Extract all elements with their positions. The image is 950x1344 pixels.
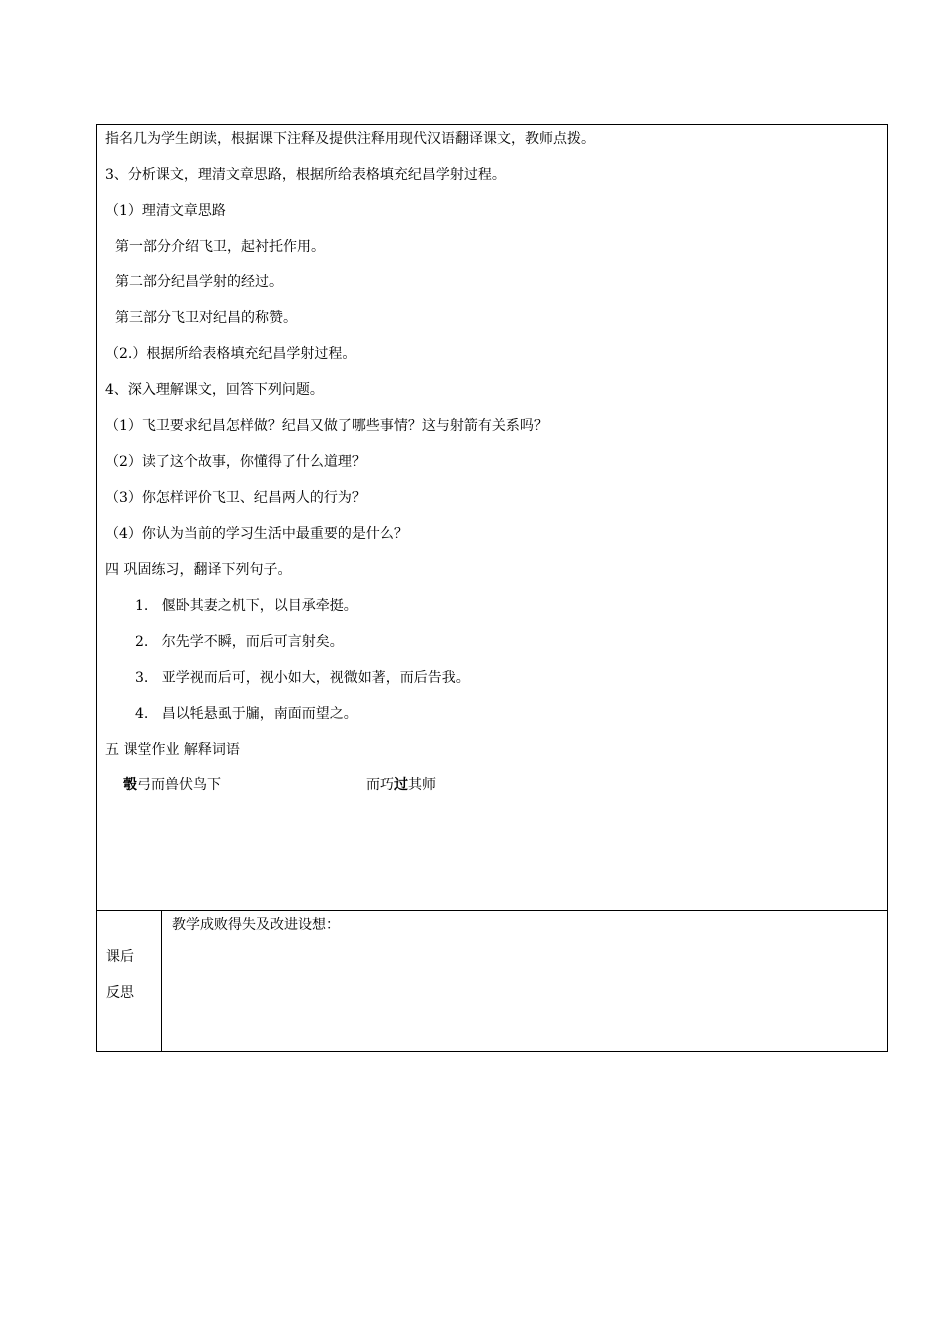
sentence-item (135, 668, 470, 688)
reflection-label-line2: 反思 (106, 985, 134, 1001)
sentence-number: 1. (135, 598, 149, 614)
text-line-8: 4、深入理解课文，回答下列问题。 (105, 382, 324, 398)
sentence-item (135, 704, 358, 724)
sentence-item (135, 632, 344, 652)
reflection-row (97, 911, 887, 1051)
reflection-content-cell[interactable] (162, 911, 887, 1051)
sentence-text: 亚学视而后可，视小如大，视微如著，而后告我。 (161, 670, 470, 686)
sentence-number: 4. (135, 706, 149, 722)
text-line-6: 第三部分飞卫对纪昌的称赞。 (115, 310, 297, 326)
sentence-number: 3. (135, 670, 149, 686)
sentence-text: 昌以牦悬虱于牖，南面而望之。 (161, 706, 358, 722)
reflection-prompt: 教学成败得失及改进设想： (172, 917, 340, 933)
text-line-2: 3、分析课文，理清文章思路，根据所给表格填充纪昌学射过程。 (105, 167, 506, 183)
text-line-12: （4）你认为当前的学习生活中最重要的是什么？ (105, 526, 408, 542)
vocab-item-1 (123, 775, 221, 795)
text-line-3: （1）理清文章思路 (105, 203, 226, 219)
lesson-plan-table (96, 124, 888, 1052)
sentence-text: 尔先学不瞬，而后可言射矣。 (161, 634, 344, 650)
sentence-text: 偃卧其妻之机下，以目承牵挺。 (161, 598, 358, 614)
text-line-5: 第二部分纪昌学射的经过。 (115, 274, 283, 290)
text-line-11: （3）你怎样评价飞卫、纪昌两人的行为？ (105, 490, 366, 506)
homework-title: 五 课堂作业 解释词语 (105, 742, 240, 758)
text-line-10: （2）读了这个故事，你懂得了什么道理？ (105, 454, 366, 470)
text-line-1: 指名几为学生朗读，根据课下注释及提供注释用现代汉语翻译课文，教师点拨。 (105, 131, 595, 147)
sentence-number: 2. (135, 634, 149, 650)
text-line-7: （2.）根据所给表格填充纪昌学射过程。 (105, 346, 357, 362)
text-line-13: 四 巩固练习，翻译下列句子。 (105, 562, 292, 578)
vocab-rest: 弓而兽伏鸟下 (137, 777, 221, 793)
vocab-item-2 (366, 775, 436, 795)
reflection-label-line1: 课后 (106, 949, 134, 965)
vocab-key-char: 彀 (123, 777, 137, 793)
text-line-9: （1）飞卫要求纪昌怎样做？纪昌又做了哪些事情？这与射箭有关系吗？ (105, 418, 548, 434)
vocab-key-char: 过 (394, 777, 408, 793)
sentence-item (135, 596, 358, 616)
vocab-rest: 其师 (408, 777, 436, 793)
reflection-label-cell (97, 911, 162, 1051)
teaching-process-cell (97, 125, 887, 911)
text-line-4: 第一部分介绍飞卫，起衬托作用。 (115, 239, 325, 255)
vocab-pre: 而巧 (366, 777, 394, 793)
